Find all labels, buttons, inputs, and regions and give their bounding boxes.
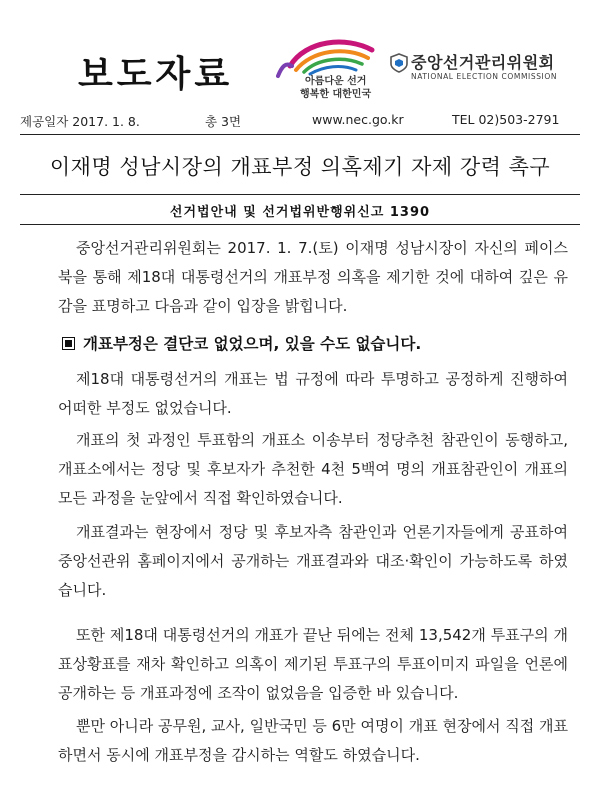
page-title: 이재명 성남시장의 개표부정 의혹제기 자제 강력 촉구	[49, 155, 551, 179]
intro-paragraph: 중앙선거관리위원회는 2017. 1. 7.(토) 이재명 성남시장이 자신의 페이스북을 통해 제18대 대통령선거의 개표부정 의혹을 제기한 것에 대하여 깊은 유감을 표명하고 다음과 같이 입장을 밝힙니다.	[58, 239, 568, 315]
press-release-header	[0, 0, 600, 108]
document-type-title: 보도자료	[78, 54, 234, 95]
body-paragraph: 개표결과는 현장에서 정당 및 후보자측 참관인과 언론기자들에게 공표하여 중앙선관위 홈페이지에서 공개하는 개표결과와 대조·확인이 가능하도록 하였습니다.	[58, 523, 568, 599]
release-info-row	[20, 112, 580, 135]
page-count: 총 3면	[205, 114, 242, 129]
organization-name-korean: 중앙선거관리위원회	[411, 53, 555, 72]
body-paragraph: 뿐만 아니라 공무원, 교사, 일반국민 등 6만 여명이 개표 현장에서 직접 개표하면서 동시에 개표부정을 감시하는 역할도 하였습니다.	[58, 717, 568, 764]
hotline-banner: 선거법안내 및 선거법위반행위신고 1390	[20, 196, 580, 225]
nec-emblem-icon	[388, 52, 410, 74]
body-paragraph: 개표의 첫 과정인 투표함의 개표소 이송부터 정당추천 참관인이 동행하고, 개표소에서는 정당 및 후보자가 추천한 4천 5백여 명의 개표참관인이 개표의 모든 과정을 눈앞에서 직접 확인하였습니다.	[58, 431, 568, 507]
organization-name-english: NATIONAL ELECTION COMMISSION	[411, 72, 558, 81]
slogan-text-line1: 아름다운 선거	[305, 76, 367, 87]
headline-box	[20, 138, 580, 195]
website-link[interactable]: www.nec.go.kr	[312, 112, 404, 127]
body-paragraph: 제18대 대통령선거의 개표는 법 규정에 따라 투명하고 공정하게 진행하여 어떠한 부정도 없었습니다.	[58, 370, 568, 417]
release-date: 제공일자 2017. 1. 8.	[20, 114, 140, 129]
square-bullet-icon	[62, 337, 75, 350]
section-heading-text: 개표부정은 결단코 없었으며, 있을 수도 없습니다.	[83, 335, 422, 353]
slogan-text-line2: 행복한 대한민국	[300, 89, 372, 100]
section-heading	[62, 332, 421, 354]
body-paragraph: 또한 제18대 대통령선거의 개표가 끝난 뒤에는 전체 13,542개 투표구의 개표상황표를 재차 확인하고 의혹이 제기된 투표구의 투표이미지 파일을 언론에 공개하는 등 개표과정에 조작이 없었음을 입증한 바 있습니다.	[58, 626, 568, 702]
telephone-number: TEL 02)503-2791	[452, 112, 560, 127]
